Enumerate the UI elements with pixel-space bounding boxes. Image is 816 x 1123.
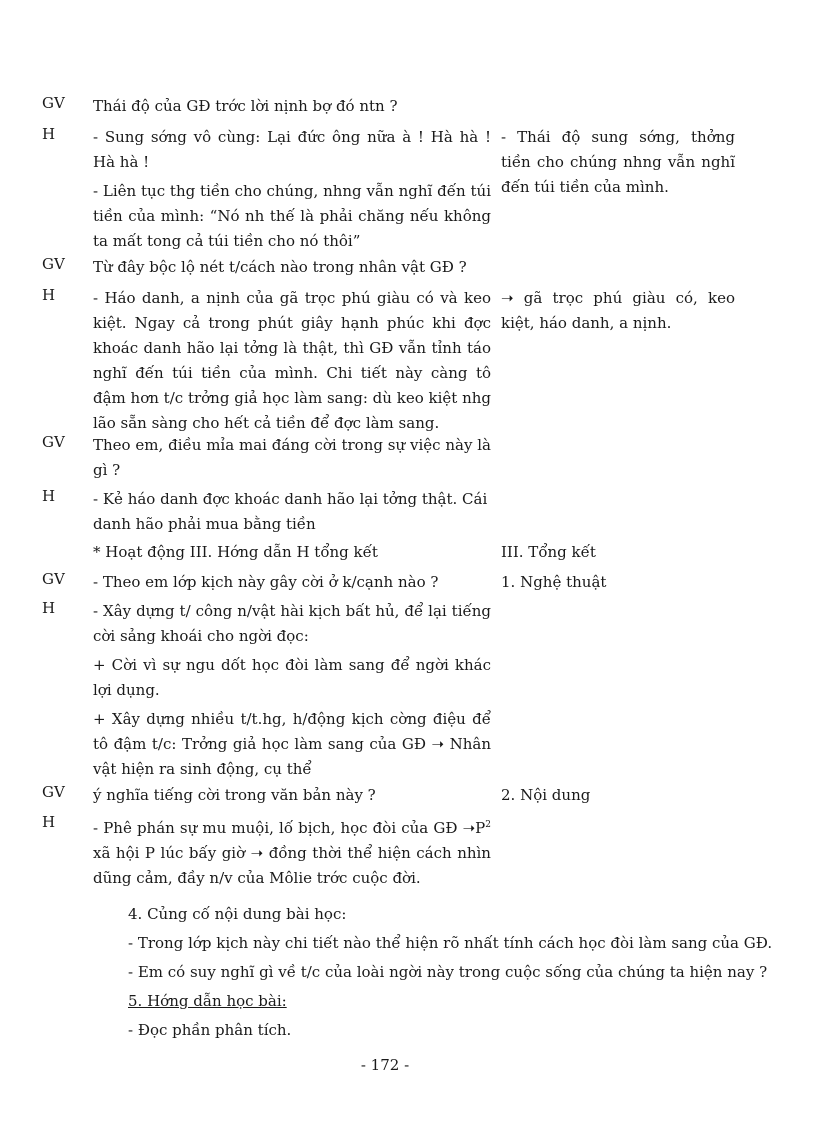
text-span: + Xây dựng nhiều t/t.hg, h/động kịch cờng điệu để tô đậm t/c: Trởng giả học làm sang của GĐ bbox=[93, 710, 491, 753]
question-text bbox=[93, 783, 491, 812]
text-span: đồng thời thể hiện cách nhìn dũng cảm, đầy n/v của Môlie trớc cuộc đời. bbox=[93, 844, 491, 887]
summary-line: - Em có suy nghĩ gì về t/c của loài ngời này trong cuộc sống của chúng ta hiện nay ? bbox=[128, 963, 768, 981]
page-number: - 172 - bbox=[360, 1056, 410, 1074]
text-line: - Xây dựng t/ công n/vật hài kịch bất hủ, để lại tiếng cời sảng khoái cho ngời đọc: bbox=[93, 602, 491, 645]
text-span: - Phê phán sự mu muội, lố bịch, học đòi của GĐ bbox=[93, 819, 458, 837]
speaker-label: GV bbox=[42, 255, 65, 273]
text-line: - Háo danh, a nịnh của gã trọc phú giàu có và keo kiệt. Ngay cả trong phút giây hạnh phúc khi đợc khoác danh hão lại tởng là thật, thì GĐ vẫn tỉnh táo nghĩ đến túi tiền của mình. Chi tiết này càng tô đậm hơn t/c trởng giả học làm sang: dù keo kiệt nhg lão sẵn sàng cho hết cả tiền để đợc làm sang. bbox=[93, 289, 491, 432]
text-line: gã trọc phú giàu có, keo kiệt, háo danh, a nịnh. bbox=[501, 289, 735, 332]
text-line bbox=[93, 813, 491, 891]
text-line: - Liên tục thg tiền cho chúng, nhng vẫn nghĩ đến túi tiền của mình: “Nó nh thế là phải chăng nếu không ta mất tong cả túi tiền cho nó thôi” bbox=[93, 182, 491, 250]
superscript: 2 bbox=[485, 820, 491, 830]
text-line: - Theo em lớp kịch này gây cời ở k/cạnh nào ? bbox=[93, 573, 439, 591]
speaker-label: H bbox=[42, 487, 56, 505]
speaker-label: GV bbox=[42, 433, 65, 451]
speaker-label: GV bbox=[42, 570, 65, 588]
text-line: + Cời vì sự ngu dốt học đòi làm sang để ngời khác lợi dụng. bbox=[93, 656, 491, 699]
text-span: Nhân vật hiện ra sinh động, cụ thể bbox=[93, 735, 491, 778]
consolidation-heading: 4. Củng cố nội dung bài học: bbox=[128, 905, 347, 923]
text-line: Thái độ của GĐ trớc lời nịnh bợ đó ntn ? bbox=[93, 97, 398, 115]
homework-heading: 5. Hớng dẫn học bài: bbox=[128, 992, 287, 1010]
speaker-label: H bbox=[42, 599, 56, 617]
arrow-right-icon: ➝ bbox=[431, 735, 445, 753]
speaker-label: H bbox=[42, 286, 56, 304]
speaker-label: H bbox=[42, 125, 56, 143]
section-heading: III. Tổng kết bbox=[501, 543, 596, 561]
arrow-right-icon: ➝ bbox=[501, 289, 514, 307]
text-line: - Kẻ háo danh đợc khoác danh hão lại tởng thật. Cái danh hão phải mua bằng tiền bbox=[93, 490, 488, 533]
note-text bbox=[501, 286, 735, 336]
arrow-right-icon: ➝ bbox=[462, 819, 476, 837]
lesson-summary bbox=[128, 900, 788, 1045]
section-heading: 1. Nghệ thuật bbox=[501, 573, 607, 591]
answer-text bbox=[93, 487, 491, 541]
question-text bbox=[93, 570, 491, 599]
text-line: Theo em, điều mỉa mai đáng cời trong sự việc này là gì ? bbox=[93, 436, 491, 479]
activity-heading bbox=[93, 540, 491, 569]
question-text bbox=[93, 255, 491, 284]
text-span: P bbox=[475, 819, 486, 837]
note-text: - Thái độ sung sớng, thởng tiền cho chúng nhng vẫn nghĩ đến túi tiền của mình. bbox=[501, 128, 735, 196]
summary-line: - Đọc phần phân tích. bbox=[128, 1021, 292, 1039]
text-line: - Sung sớng vô cùng: Lại đức ông nữa à ! Hà hà ! Hà hà ! bbox=[93, 128, 491, 171]
text-line: Từ đây bộc lộ nét t/cách nào trong nhân vật GĐ ? bbox=[93, 258, 467, 276]
answer-text bbox=[93, 286, 491, 440]
text-line: * Hoạt động III. Hớng dẫn H tổng kết bbox=[93, 543, 378, 561]
question-text bbox=[93, 433, 491, 487]
text-line bbox=[93, 707, 491, 782]
answer-text bbox=[93, 599, 491, 786]
summary-line: - Trong lớp kịch này chi tiết nào thể hiện rõ nhất tính cách học đòi làm sang của GĐ. bbox=[128, 934, 773, 952]
question-text bbox=[93, 94, 491, 123]
text-span: xã hội P lúc bấy giờ bbox=[93, 844, 246, 862]
speaker-label: GV bbox=[42, 94, 65, 112]
arrow-right-icon: ➝ bbox=[250, 844, 264, 862]
speaker-label: H bbox=[42, 813, 56, 831]
answer-text bbox=[93, 125, 491, 258]
text-line: ý nghĩa tiếng cời trong văn bản này ? bbox=[93, 786, 376, 804]
section-heading: 2. Nội dung bbox=[501, 786, 591, 804]
answer-text bbox=[93, 813, 491, 895]
speaker-label: GV bbox=[42, 783, 65, 801]
